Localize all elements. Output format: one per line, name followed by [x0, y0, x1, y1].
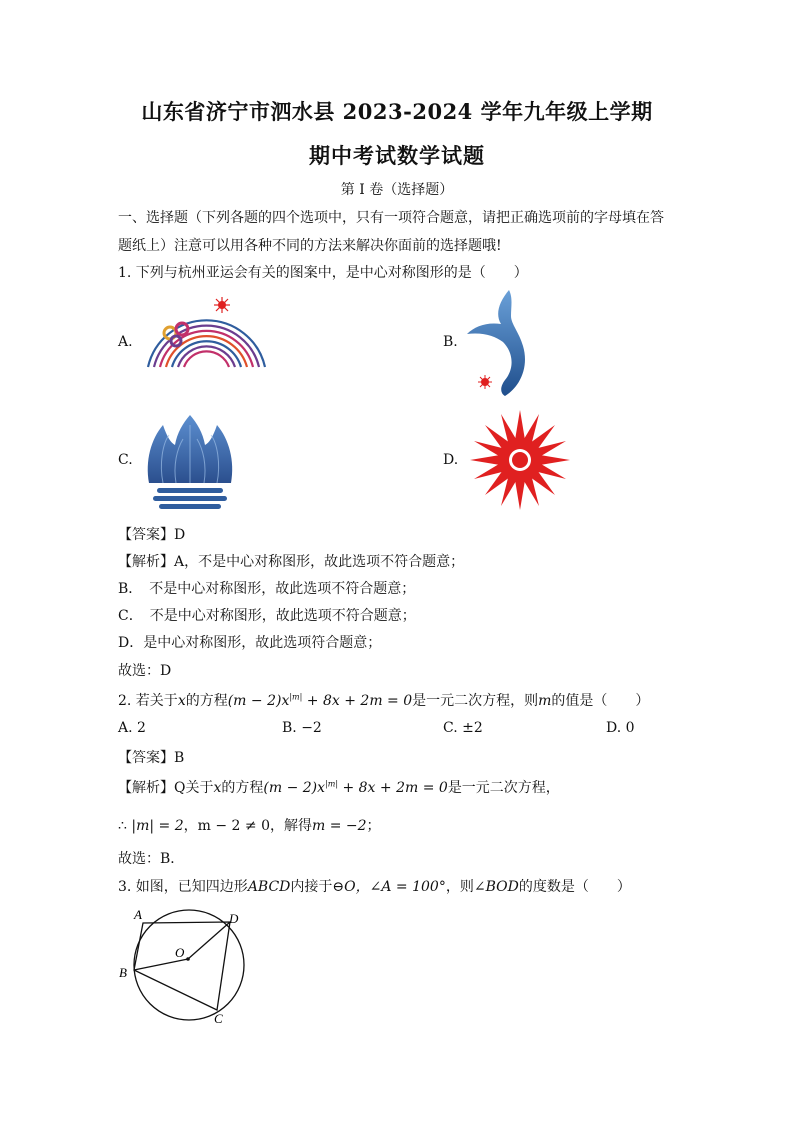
q2-stem-pre: 2. 若关于	[118, 693, 178, 709]
q2-analysis-post: 是一元二次方程，	[447, 780, 560, 796]
label-b: B	[119, 965, 127, 980]
q1-analysis-a: 【解析】A，不是中心对称图形，故此选项不符合题意；	[118, 554, 465, 570]
q1-stem: 1. 下列与杭州亚运会有关的图案中，是中心对称图形的是（ ）	[118, 265, 528, 281]
segment-bo	[134, 959, 188, 970]
q3-stem-mid: 内接于	[290, 879, 333, 895]
q2-stem	[118, 690, 649, 710]
q2-analysis-pre: 【解析】Q关于	[118, 780, 214, 796]
q2-option-b: B. −2	[282, 720, 322, 736]
option-a-rainbow-logo-icon	[140, 295, 270, 375]
q3-circle: ⊖O	[332, 879, 356, 895]
circle-o	[134, 910, 244, 1020]
q2-answer: 【答案】B	[118, 750, 185, 766]
q3-target: ∠BOD	[473, 879, 519, 895]
section-instructions-line2: 题纸上）注意可以用各种不同的方法来解决你面前的选择题哦!	[118, 238, 502, 254]
q3-circle-figure	[116, 903, 256, 1025]
q1-option-c-label: C.	[118, 452, 133, 468]
q2-exponent: |m|	[289, 692, 303, 702]
q1-conclusion: 故选：D	[118, 663, 172, 679]
q3-stem	[118, 876, 631, 896]
q2-analysis-equation-tail: + 8x + 2m = 0	[338, 780, 448, 796]
label-c: C	[214, 1011, 223, 1025]
q2-stem-post: 是一元二次方程，则	[412, 693, 539, 709]
q2-equation: (m − 2)x	[227, 693, 290, 709]
option-d-sun-icon	[468, 408, 572, 512]
q3-stem-pre: 3. 如图，已知四边形	[118, 879, 248, 895]
q2-stem-mid: 的方程	[185, 693, 228, 709]
q2-option-d: D. 0	[606, 720, 635, 736]
q2-equation-tail: + 8x + 2m = 0	[302, 693, 413, 709]
label-d: D	[229, 911, 239, 926]
q2-option-c: C. ±2	[443, 720, 483, 736]
q2-condition: ，m − 2 ≠ 0，解得	[183, 818, 312, 834]
q1-option-d-label: D.	[443, 452, 459, 468]
q2-stem-end: 的值是（ ）	[551, 693, 650, 709]
q2-abs-m: |m| = 2	[131, 818, 184, 834]
q2-analysis-exponent: |m|	[325, 779, 339, 789]
label-a: A	[134, 907, 142, 922]
center-point-o	[186, 957, 190, 961]
q3-angle: ，∠A = 100°	[355, 879, 446, 895]
volume-label: 第 I 卷（选择题）	[340, 182, 454, 198]
q2-result: m = −2	[311, 818, 367, 834]
q3-quad: ABCD	[247, 879, 291, 895]
q2-analysis	[118, 777, 560, 797]
q2-var-x: x	[177, 693, 186, 709]
q2-semicolon: ；	[366, 818, 381, 834]
q2-option-a: A. 2	[118, 720, 146, 736]
q1-analysis-c: C． 不是中心对称图形，故此选项不符合题意；	[118, 608, 416, 624]
q2-analysis-var-x: x	[213, 780, 222, 796]
label-o: O	[175, 945, 185, 960]
q3-stem-end: 的度数是（ ）	[518, 879, 631, 895]
q1-option-a-label: A.	[118, 334, 133, 350]
q3-stem-post: ，则	[445, 879, 474, 895]
therefore-symbol: ∴	[118, 818, 127, 834]
q2-conclusion: 故选：B．	[118, 851, 185, 867]
option-b-fish-tail-icon	[465, 288, 535, 398]
segment-od	[188, 922, 230, 959]
q2-var-m: m	[538, 693, 552, 709]
q1-analysis-b: B． 不是中心对称图形，故此选项不符合题意；	[118, 581, 416, 597]
q1-option-b-label: B.	[443, 334, 458, 350]
section-instructions-line1: 一、选择题（下列各题的四个选项中，只有一项符合题意，请把正确选项前的字母填在答	[118, 210, 664, 226]
q2-derivation	[118, 815, 381, 835]
q1-analysis-d: D．是中心对称图形，故此选项符合题意；	[118, 635, 382, 651]
q2-analysis-equation: (m − 2)x	[263, 780, 326, 796]
exam-title-line1: 山东省济宁市泗水县 2023-2024 学年九年级上学期	[141, 99, 653, 124]
q1-answer: 【答案】D	[118, 527, 186, 543]
option-c-lotus-icon	[143, 413, 238, 513]
exam-title-line2: 期中考试数学试题	[309, 143, 485, 168]
q2-analysis-mid: 的方程	[221, 780, 264, 796]
